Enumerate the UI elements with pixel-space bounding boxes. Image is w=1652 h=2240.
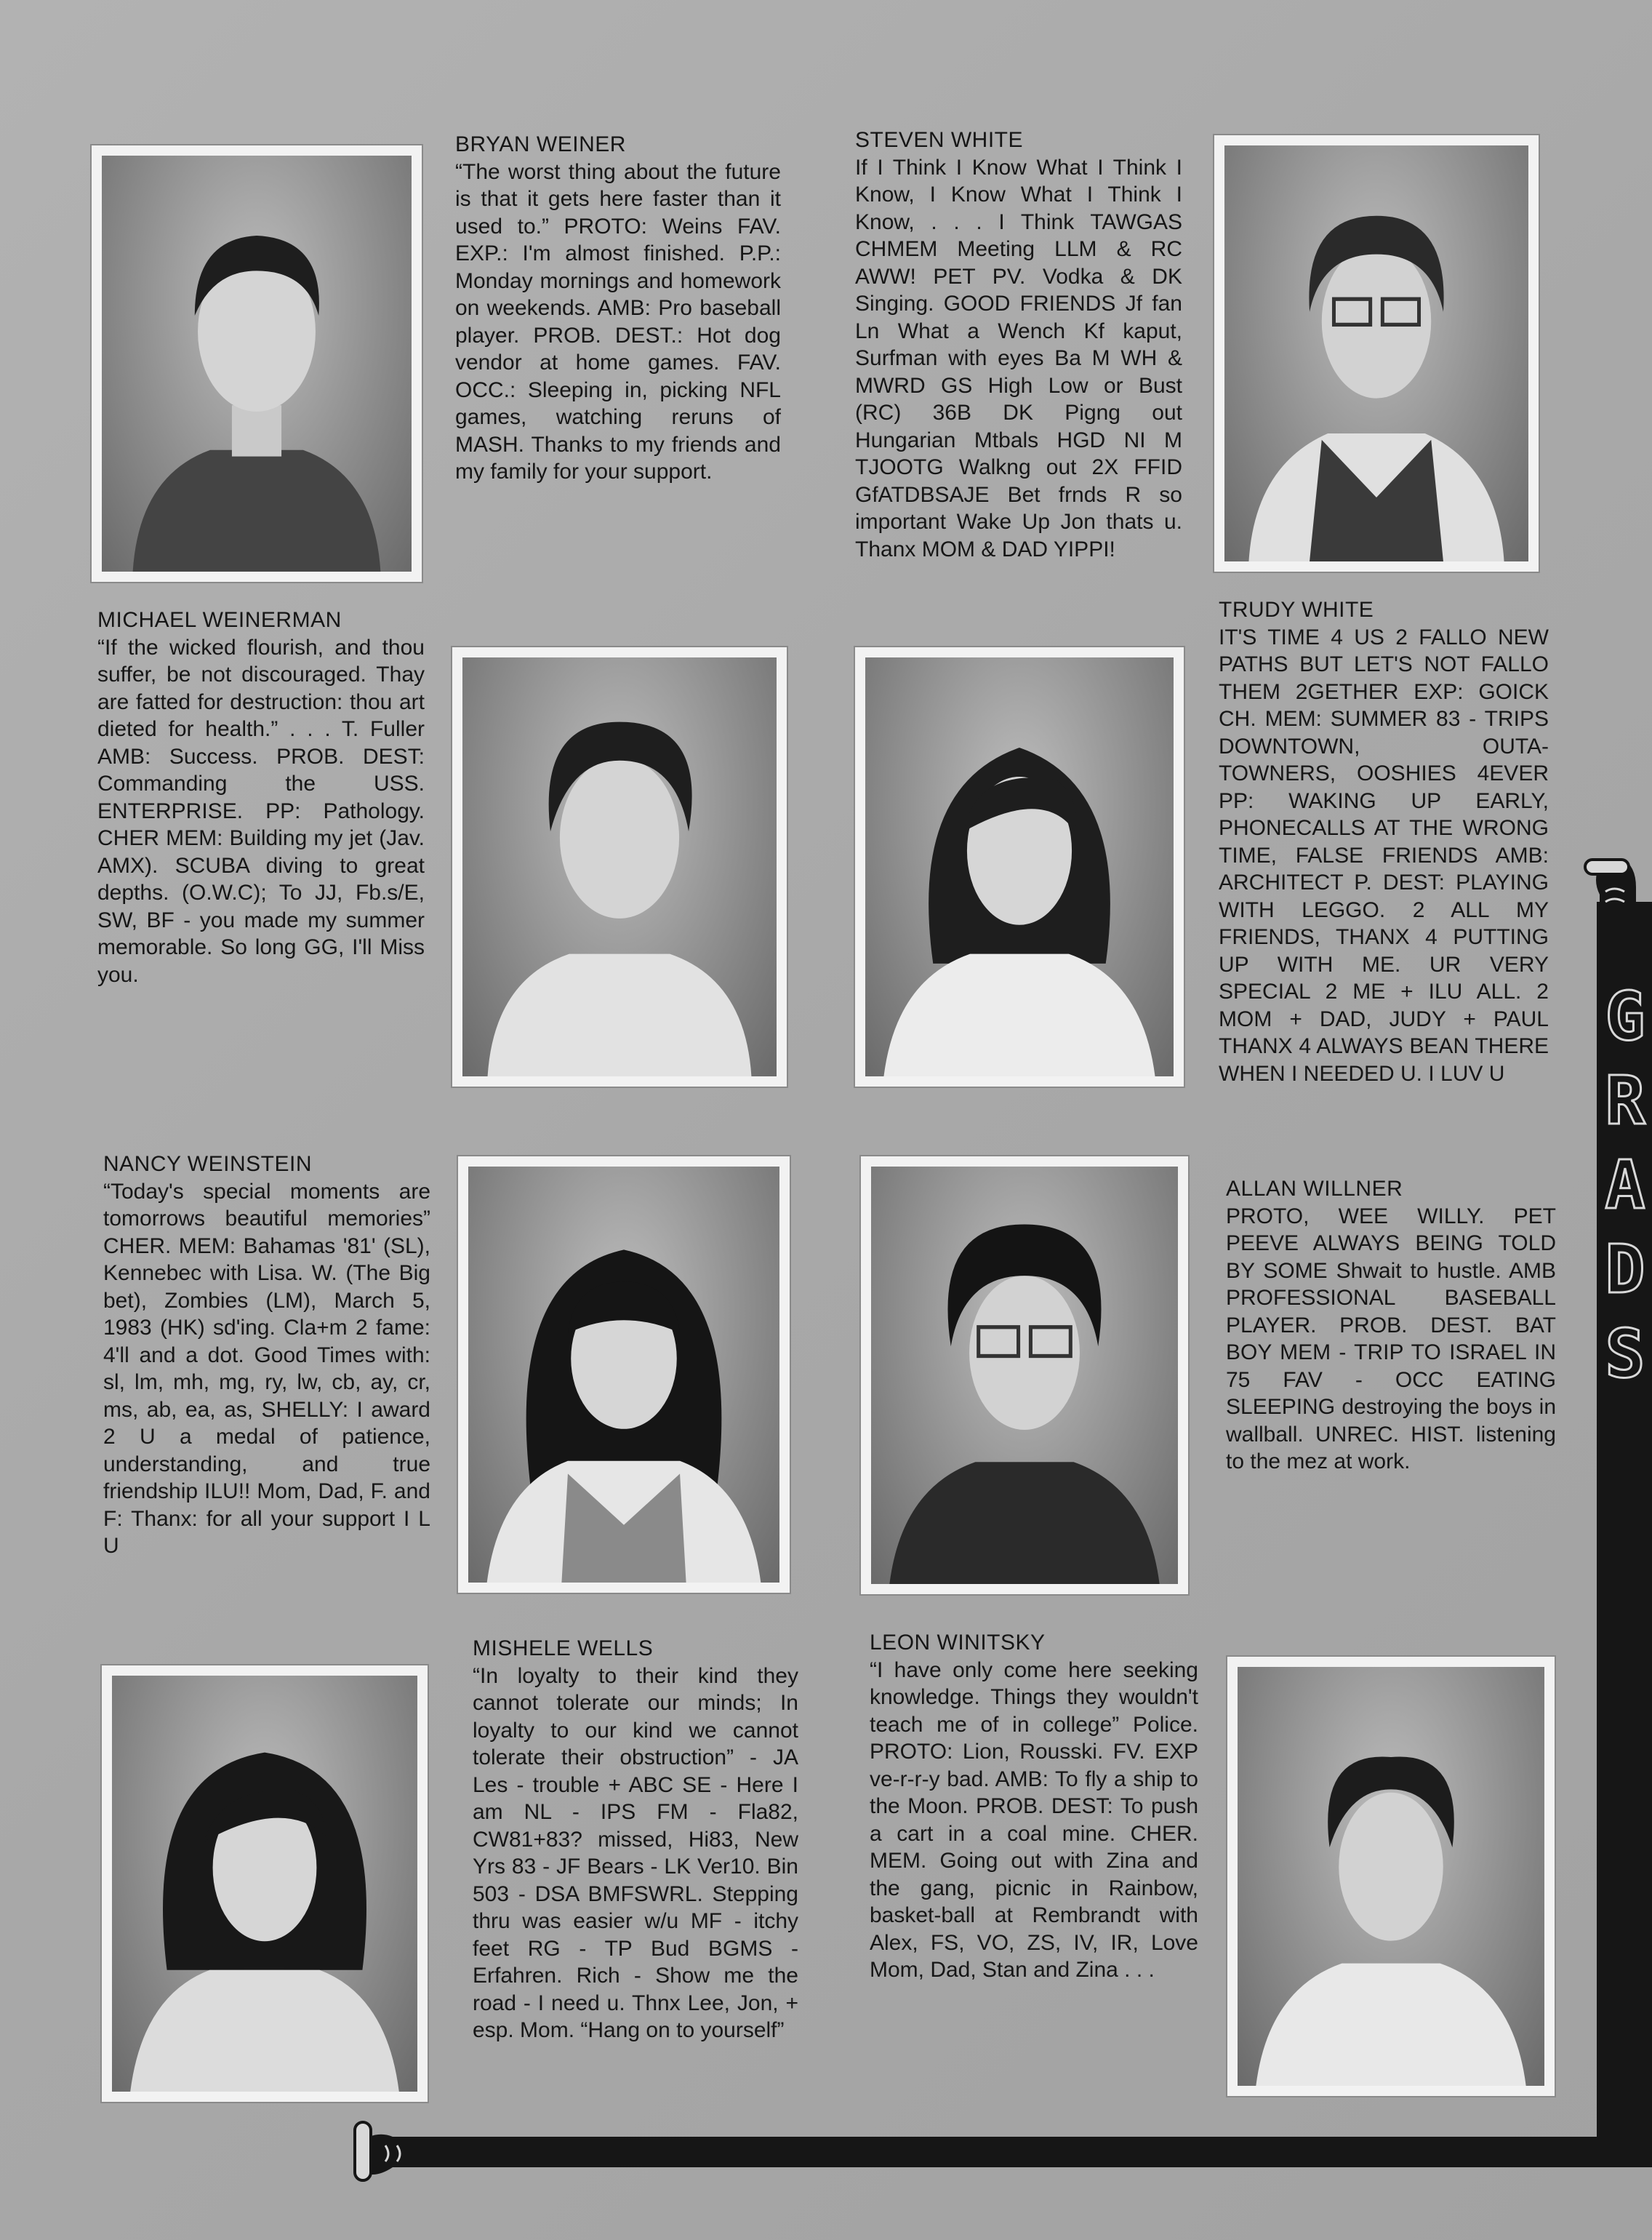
- grads-letter: R: [1605, 1062, 1645, 1140]
- portrait-photo-mishele-wells: [102, 1665, 428, 2102]
- student-name: LEON WINITSKY: [870, 1631, 1046, 1655]
- student-bio-text: “The worst thing about the future is that it gets here faster than it used to.” PROTO: Weins FAV. EXP.: I'm almost finished. P.P.: Monday mornings and homework on weekends. AMB: Pro baseball player. PROB. DEST.: Hot dog vendor at home games. FAV. OCC.: Sleeping in, picking NFL games, watching reruns of MASH. Thanks to my friends and my family for your support.: [455, 159, 781, 484]
- bio-leon-winitsky: [870, 1629, 1198, 1984]
- student-bio-text: “If the wicked flourish, and thou suffer, be not discouraged. Thay are fatted for destruction: thou art dieted for health.” . . . T. Fuller AMB: Success. PROB. DEST: Commanding the USS. ENTERPRISE. PP: Pathology. CHER MEM: Building my jet (Jav. AMX). SCUBA diving to great depths. (O.W.C); To JJ, Fb.s/E, SW, BF - you made my summer memorable. So long GG, I'll Miss you.: [97, 635, 425, 987]
- hand-scroll-icon: [1571, 844, 1652, 945]
- portrait-photo-bryan-weiner: [92, 145, 422, 582]
- grads-letter: S: [1605, 1315, 1645, 1393]
- portrait-photo-michael-weinerman: [452, 647, 787, 1087]
- student-bio-text: IT'S TIME 4 US 2 FALLO NEW PATHS BUT LET'S NOT FALLO THEM 2GETHER EXP: GOICK CH. MEM: SUMMER 83 - TRIPS DOWNTOWN, OUTA-TOWNERS, OOSHIES 4EVER PP: WAKING UP EARLY, PHONECALLS AT THE WRONG TIME, FALSE FRIENDS AMB: ARCHITECT P. DEST: PLAYING WITH LEGGO. 2 ALL MY FRIENDS, THANX 4 PUTTING UP WITH ME. UR VERY SPECIAL 2 ME + ILU ALL. 2 MOM + DAD, JUDY + PAUL THANX 4 ALWAYS BEAN THERE WHEN I NEEDED U. I LUV U: [1219, 625, 1549, 1086]
- portrait-photo-nancy-weinstein: [458, 1156, 790, 1593]
- student-name: BRYAN WEINER: [455, 132, 626, 156]
- student-name: MICHAEL WEINERMAN: [97, 608, 342, 632]
- bio-steven-white: [855, 127, 1182, 563]
- student-name: STEVEN WHITE: [855, 128, 1024, 152]
- portrait-photo-trudy-white: [855, 647, 1184, 1087]
- bio-mishele-wells: [473, 1635, 798, 2044]
- bio-nancy-weinstein: [103, 1151, 430, 1560]
- student-name: NANCY WEINSTEIN: [103, 1152, 312, 1176]
- grads-banner-label: [1598, 975, 1652, 1396]
- student-name: MISHELE WELLS: [473, 1636, 654, 1660]
- portrait-photo-leon-winitsky: [1227, 1657, 1555, 2096]
- grads-letter: A: [1605, 1146, 1645, 1224]
- grads-letter: G: [1605, 977, 1645, 1055]
- bio-allan-willner: [1226, 1175, 1556, 1476]
- bio-bryan-weiner: [455, 131, 781, 486]
- portrait-photo-allan-willner: [861, 1156, 1188, 1594]
- student-name: TRUDY WHITE: [1219, 598, 1374, 622]
- hand-scroll-icon: [334, 2116, 444, 2196]
- grads-letter: D: [1605, 1231, 1645, 1308]
- portrait-photo-steven-white: [1214, 135, 1539, 572]
- student-name: ALLAN WILLNER: [1226, 1177, 1403, 1201]
- student-bio-text: “Today's special moments are tomorrows beautiful memories” CHER. MEM: Bahamas '81' (SL), Kennebec with Lisa. W. (The Big bet), Zombies (LM), March 5, 1983 (HK) sd'ing. Cla+m 2 fame: 4'll and a dot. Good Times with: sl, lm, mh, mg, ry, lw, cb, ay, cr, ms, ab, ea, as, SHELLY: I award 2 U a medal of patience, understanding, and true friendship ILU!! Mom, Dad, F. and F: Thanx: for all your support I L U: [103, 1179, 430, 1558]
- student-bio-text: “In loyalty to their kind they cannot tolerate our minds; In loyalty to our kind we cannot tolerate their obstruction” - JA Les - trouble + ABC SE - Here I am NL - IPS FM - Fla82, CW81+83? missed, Hi83, New Yrs 83 - JF Bears - LK Ver10. Bin 503 - DSA BMFSWRL. Stepping thru was easier w/u MF - itchy feet RG - TP Bud BGMS - Erfahren. Rich - Show me the road - I need u. Thnx Lee, Jon, + esp. Mom. “Hang on to yourself”: [473, 1663, 798, 2042]
- student-bio-text: If I Think I Know What I Think I Know, I Know What I Think I Know, . . . I Think TAWGAS CHMEM Meeting LLM & RC AWW! PET PV. Vodka & DK Singing. GOOD FRIENDS Jf fan Ln What a Wench Kf kaput, Surfman with eyes Ba M WH & MWRD GS High Low or Bust (RC) 36B DK Pigng out Hungarian Mtbals HGD NI M TJOOTG Walkng out 2X FFID GfATDBSAJE Bet frnds R so important Wake Up Jon thats u. Thanx MOM & DAD YIPPI!: [855, 155, 1182, 561]
- student-bio-text: “I have only come here seeking knowledge. Things they wouldn't teach me of in college” Police. PROTO: Lion, Rousski. FV. EXP ve-r-r-y bad. AMB: To fly a ship to the Moon. PROB. DEST: To push a cart in a coal mine. CHER. MEM. Going out with Zina and the gang, picnic in Rainbow, basket-ball at Rembrandt with Alex, FS, VO, ZS, IV, IR, Love Mom, Dad, Stan and Zina . . .: [870, 1657, 1198, 1982]
- bio-trudy-white: [1219, 596, 1549, 1087]
- bottom-banner-bar: [422, 2137, 1652, 2167]
- student-bio-text: PROTO, WEE WILLY. PET PEEVE ALWAYS BEING TOLD BY SOME Shwait to hustle. AMB PROFESSIONAL BASEBALL PLAYER. PROB. DEST. BAT BOY MEM - TRIP TO ISRAEL IN 75 FAV - OCC EATING SLEEPING destroying the boys in wallball. UNREC. HIST. listening to the mez at work.: [1226, 1204, 1556, 1473]
- bio-michael-weinerman: [97, 607, 425, 988]
